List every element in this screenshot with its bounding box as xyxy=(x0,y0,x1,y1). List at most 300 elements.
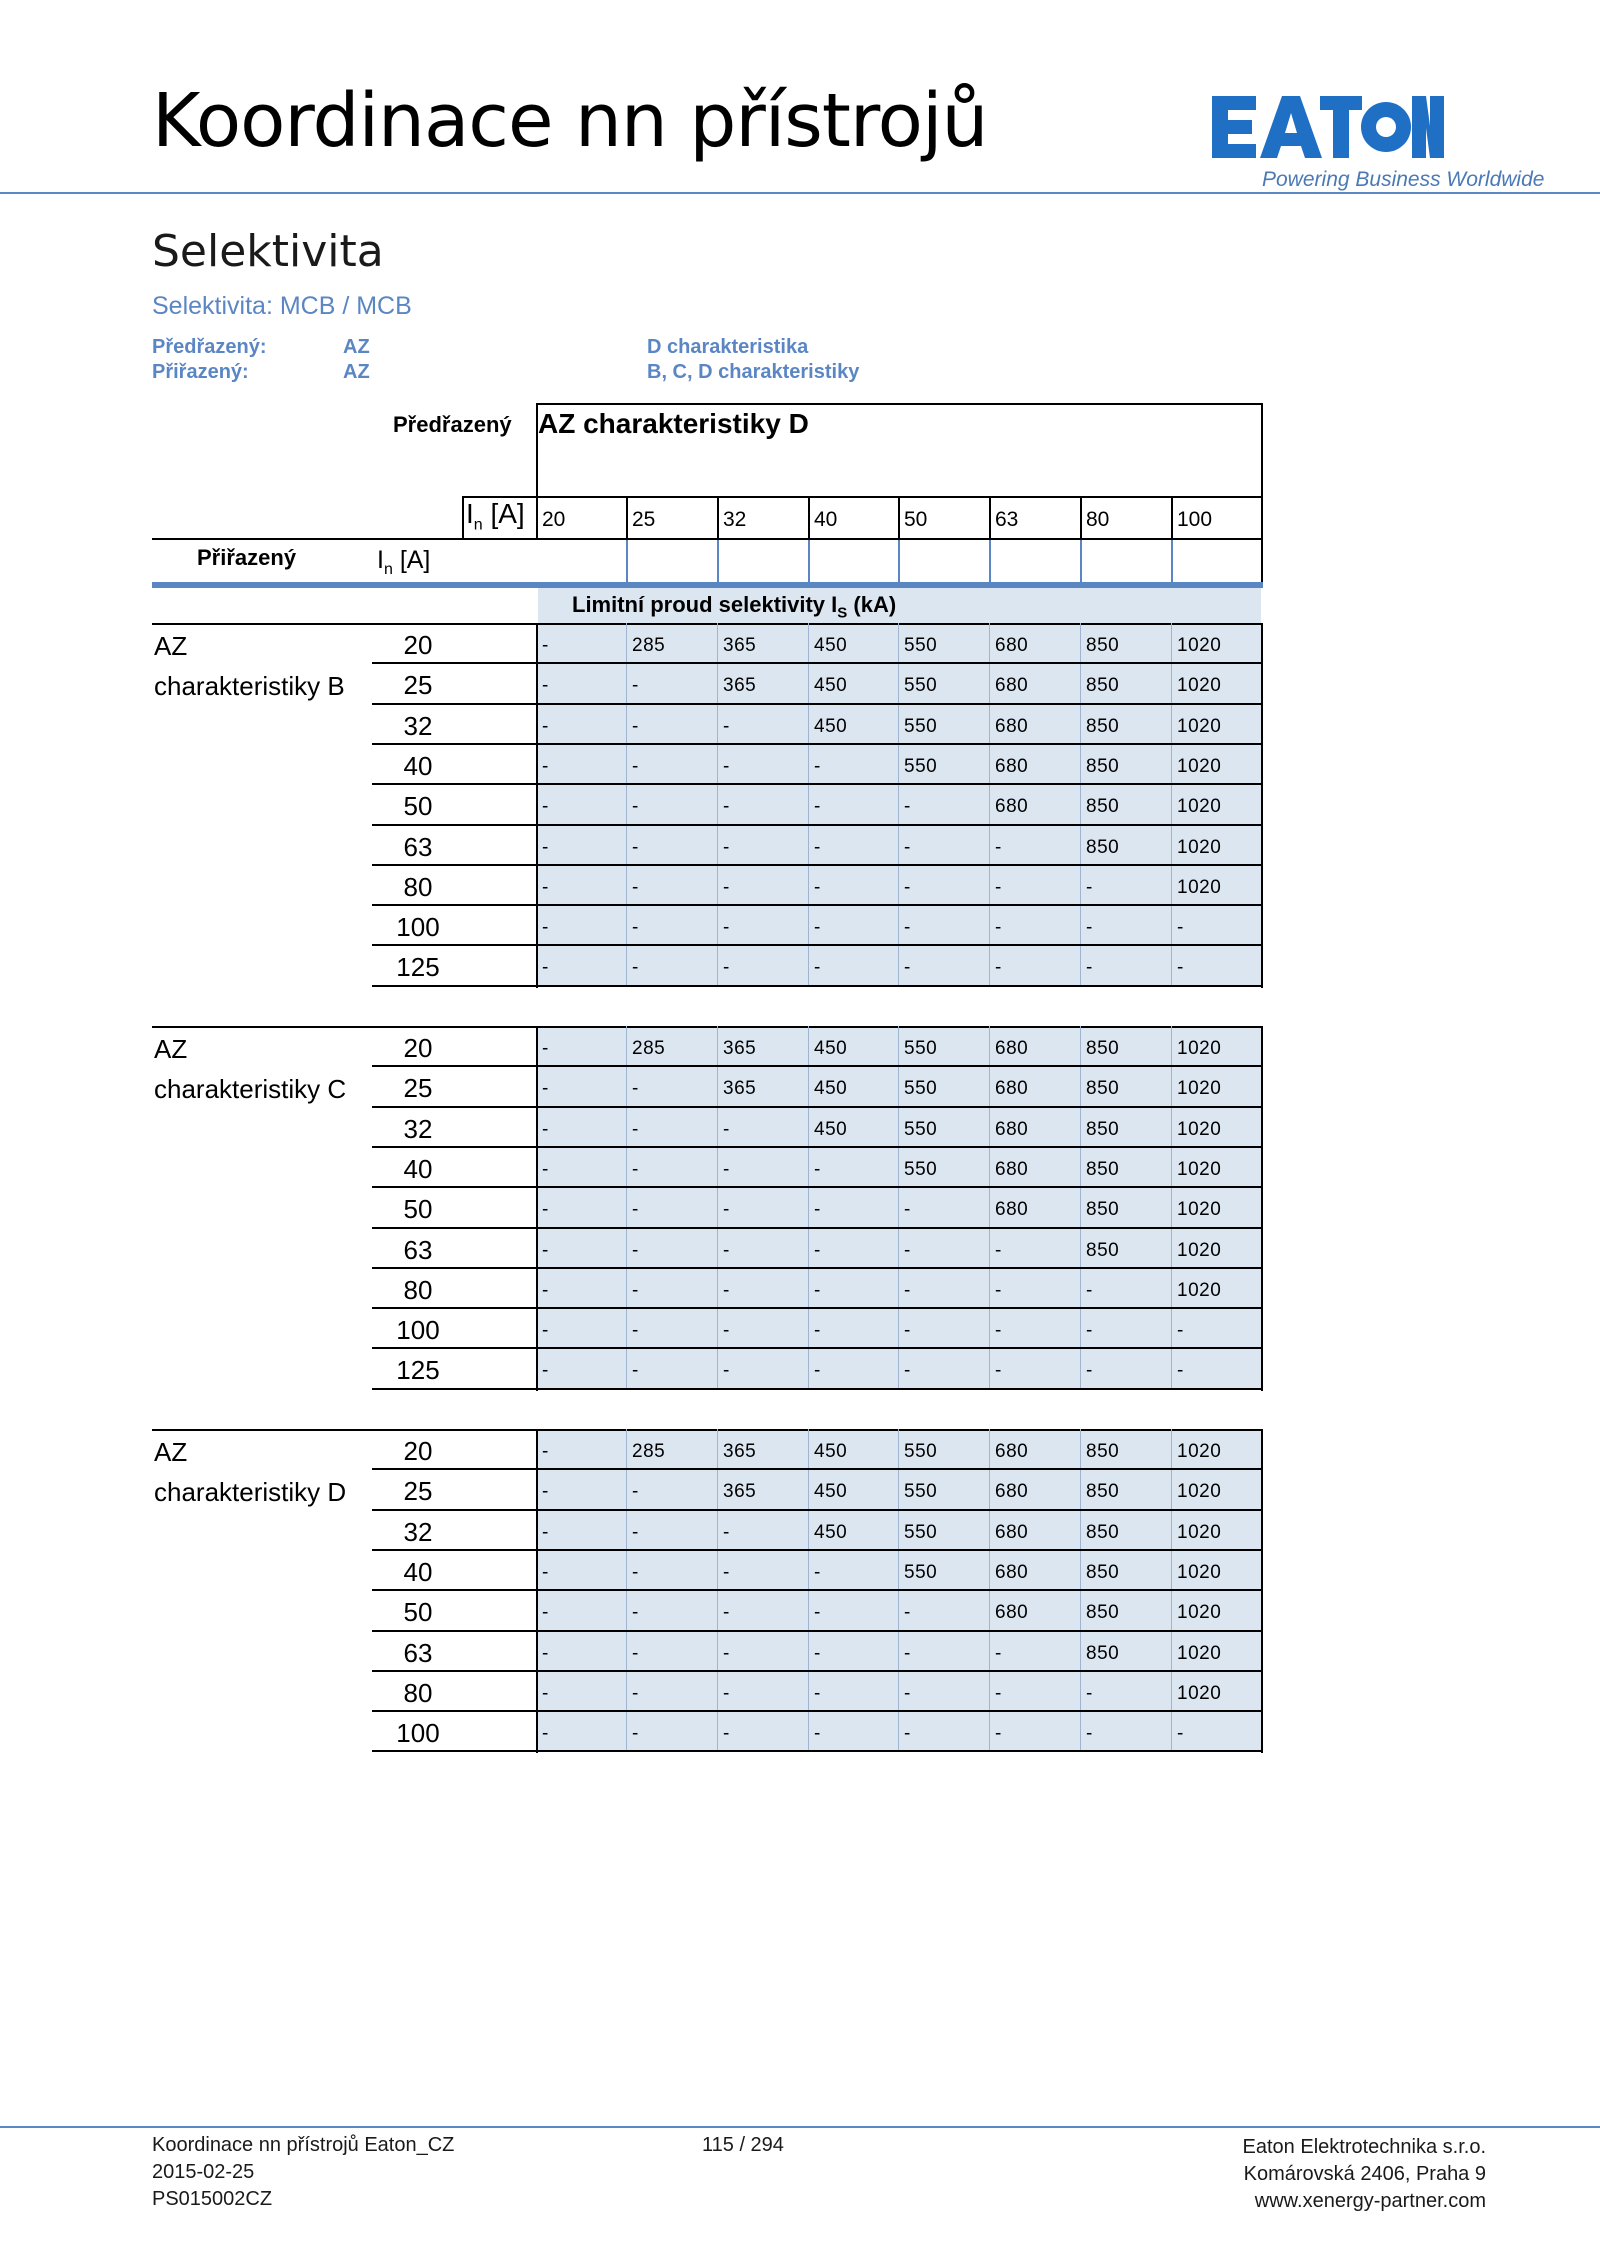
selectivity-value: - xyxy=(814,755,821,777)
selectivity-value: - xyxy=(995,1279,1002,1301)
selectivity-value: 1020 xyxy=(1177,836,1222,858)
column-header: 50 xyxy=(904,508,928,531)
row-rule xyxy=(372,824,1263,826)
selectivity-value: - xyxy=(542,836,549,858)
column-header: 63 xyxy=(995,508,1019,531)
selectivity-value: - xyxy=(723,957,730,979)
selectivity-value: - xyxy=(723,755,730,777)
values-left-border xyxy=(536,623,538,988)
tagline: Powering Business Worldwide xyxy=(1262,168,1545,191)
selectivity-value: - xyxy=(542,1320,549,1342)
selectivity-value: - xyxy=(723,1602,730,1624)
selectivity-value: 450 xyxy=(814,1481,848,1503)
selectivity-value: 680 xyxy=(995,1038,1029,1059)
upstream-box-top xyxy=(536,403,1263,405)
row-rule xyxy=(372,1267,1263,1269)
selectivity-value: - xyxy=(542,876,549,898)
downstream-rating: 125 xyxy=(396,1355,440,1386)
row-rule xyxy=(372,1670,1263,1672)
footer-date: 2015-02-25 xyxy=(152,2161,255,2183)
footer-document: Koordinace nn přístrojů Eaton_CZ xyxy=(152,2134,455,2156)
row-rule xyxy=(372,1106,1263,1108)
selectivity-value: 365 xyxy=(723,1038,757,1059)
selectivity-value: - xyxy=(723,1239,730,1261)
footer-left xyxy=(152,2132,454,2213)
upstream-in-divider xyxy=(462,496,464,538)
selectivity-value: - xyxy=(904,796,911,818)
selectivity-value: - xyxy=(814,1561,821,1583)
footer-address: Komárovská 2406, Praha 9 xyxy=(1243,2163,1486,2185)
column-divider xyxy=(808,540,810,583)
selectivity-value: - xyxy=(632,957,639,979)
selectivity-value: - xyxy=(814,1158,821,1180)
selectivity-value: 680 xyxy=(995,1602,1029,1624)
selectivity-value: 1020 xyxy=(1177,1642,1222,1664)
selectivity-value: 850 xyxy=(1086,1521,1120,1543)
value-column-divider xyxy=(898,623,899,986)
selectivity-value: - xyxy=(814,1199,821,1221)
selectivity-value: - xyxy=(632,917,639,939)
section-title: Selektivita xyxy=(152,226,384,277)
footer-company: Eaton Elektrotechnika s.r.o. xyxy=(1242,2136,1486,2158)
column-divider xyxy=(989,496,991,540)
selectivity-value: - xyxy=(723,836,730,858)
downstream-rating: 40 xyxy=(403,1153,433,1184)
upstream-in-label: $I_n$ [A] xyxy=(466,498,525,534)
column-divider xyxy=(1171,496,1173,540)
selectivity-value: - xyxy=(542,1521,549,1543)
selectivity-value: - xyxy=(632,1239,639,1261)
selectivity-value: 680 xyxy=(995,1481,1029,1503)
downstream-in-label: $I_n$ [A] xyxy=(377,546,431,578)
selectivity-value: - xyxy=(632,675,639,697)
selectivity-value: - xyxy=(723,917,730,939)
selectivity-value: - xyxy=(632,796,639,818)
downstream-rating: 80 xyxy=(403,871,433,902)
selectivity-value: - xyxy=(814,1642,821,1664)
selectivity-value: 1020 xyxy=(1177,675,1222,697)
row-rule xyxy=(372,944,1263,946)
downstream-rating: 100 xyxy=(396,1315,440,1346)
downstream-rating: 40 xyxy=(403,1556,433,1587)
row-rule xyxy=(372,1468,1263,1470)
selectivity-value: - xyxy=(1086,1682,1093,1704)
selectivity-value: 550 xyxy=(904,755,938,777)
column-header: 20 xyxy=(542,508,566,531)
selectivity-value: 450 xyxy=(814,1038,848,1059)
selectivity-value: - xyxy=(1086,876,1093,898)
selectivity-value: 450 xyxy=(814,715,848,737)
downstream-meta-characteristic: B, C, D charakteristiky xyxy=(647,361,860,383)
upstream-meta-device: AZ xyxy=(343,336,370,358)
row-rule xyxy=(372,1589,1263,1591)
row-rule xyxy=(372,1186,1263,1188)
selectivity-value: - xyxy=(814,1279,821,1301)
downstream-rating: 20 xyxy=(403,1436,433,1466)
selectivity-value: - xyxy=(995,1320,1002,1342)
selectivity-value: - xyxy=(1177,917,1184,939)
selectivity-value: - xyxy=(542,1078,549,1100)
downstream-meta-label: Přiřazený: xyxy=(152,361,249,383)
downstream-rating: 100 xyxy=(396,1718,440,1749)
selectivity-value: - xyxy=(723,1521,730,1543)
selectivity-value: 850 xyxy=(1086,1642,1120,1664)
selectivity-value: - xyxy=(632,715,639,737)
selectivity-value: 285 xyxy=(632,635,666,656)
selectivity-value: 450 xyxy=(814,1118,848,1140)
selectivity-value: 1020 xyxy=(1177,1561,1222,1583)
column-header: 40 xyxy=(814,508,838,531)
selectivity-value: 550 xyxy=(904,715,938,737)
selectivity-value: - xyxy=(723,1158,730,1180)
selectivity-value: - xyxy=(904,1642,911,1664)
selectivity-value: - xyxy=(632,1199,639,1221)
column-divider xyxy=(1171,540,1173,583)
selectivity-value: - xyxy=(542,1441,549,1462)
row-rule xyxy=(372,1307,1263,1309)
selectivity-value: - xyxy=(542,1279,549,1301)
selectivity-value: - xyxy=(542,1118,549,1140)
selectivity-value: - xyxy=(632,755,639,777)
selectivity-value: - xyxy=(542,1481,549,1503)
selectivity-value: - xyxy=(995,1239,1002,1261)
column-divider xyxy=(626,540,628,583)
downstream-rating: 40 xyxy=(403,750,433,781)
selectivity-value: 550 xyxy=(904,1481,938,1503)
column-divider xyxy=(989,540,991,583)
selectivity-value: - xyxy=(904,1239,911,1261)
selectivity-value: - xyxy=(632,1521,639,1543)
column-divider xyxy=(1080,496,1082,540)
downstream-rating: 125 xyxy=(396,952,440,983)
selectivity-value: - xyxy=(1086,1320,1093,1342)
column-divider xyxy=(898,540,900,583)
selectivity-value: - xyxy=(542,1682,549,1704)
row-rule xyxy=(372,1347,1263,1349)
document-title: Koordinace nn přístrojů xyxy=(152,78,988,164)
selectivity-value: 450 xyxy=(814,675,848,697)
downstream-rating: 32 xyxy=(403,1516,433,1547)
value-column-divider xyxy=(898,1026,899,1389)
selectivity-value: - xyxy=(814,796,821,818)
selectivity-value: - xyxy=(542,1602,549,1624)
values-background xyxy=(537,1026,1262,1389)
selectivity-value: 550 xyxy=(904,1521,938,1543)
downstream-rating: 20 xyxy=(403,1033,433,1063)
selectivity-value: 450 xyxy=(814,1441,848,1462)
selectivity-value: 680 xyxy=(995,1199,1029,1221)
selectivity-value: 680 xyxy=(995,1521,1029,1543)
selectivity-value: 1020 xyxy=(1177,635,1222,656)
selectivity-value: - xyxy=(632,1158,639,1180)
selectivity-value: 680 xyxy=(995,755,1029,777)
footer-website: www.xenergy-partner.com xyxy=(1254,2190,1486,2212)
selectivity-value: - xyxy=(723,1723,730,1745)
selectivity-value: 285 xyxy=(632,1441,666,1462)
selectivity-value: 680 xyxy=(995,1561,1029,1583)
selectivity-value: - xyxy=(723,796,730,818)
selectivity-value: - xyxy=(632,1561,639,1583)
selectivity-value: 365 xyxy=(723,1481,757,1503)
selectivity-value: - xyxy=(814,1239,821,1261)
selectivity-value: 1020 xyxy=(1177,1038,1222,1059)
downstream-rating: 20 xyxy=(403,630,433,660)
selectivity-value: - xyxy=(814,1723,821,1745)
upstream-meta-label: Předřazený: xyxy=(152,336,267,358)
selectivity-value: 1020 xyxy=(1177,715,1222,737)
selectivity-value: - xyxy=(814,957,821,979)
selectivity-value: 550 xyxy=(904,1158,938,1180)
value-column-divider xyxy=(808,1026,809,1389)
selectivity-value: - xyxy=(814,1682,821,1704)
selectivity-value: 550 xyxy=(904,1561,938,1583)
selectivity-value: - xyxy=(723,1118,730,1140)
selectivity-value: - xyxy=(814,917,821,939)
selectivity-value: 285 xyxy=(632,1038,666,1059)
selectivity-value: 850 xyxy=(1086,1441,1120,1462)
group-name-line: AZ xyxy=(154,1437,188,1467)
downstream-rating: 25 xyxy=(403,670,433,701)
downstream-rating: 80 xyxy=(403,1274,433,1305)
selectivity-value: - xyxy=(542,715,549,737)
selectivity-value: - xyxy=(995,1360,1002,1382)
selectivity-value: - xyxy=(542,957,549,979)
downstream-rating: 63 xyxy=(403,831,433,862)
group-name xyxy=(154,626,345,706)
selectivity-value: 850 xyxy=(1086,715,1120,737)
column-divider xyxy=(808,496,810,540)
selectivity-value: 1020 xyxy=(1177,1239,1222,1261)
selectivity-value: - xyxy=(542,1561,549,1583)
selectivity-value: 365 xyxy=(723,1078,757,1100)
selectivity-value: 850 xyxy=(1086,675,1120,697)
selectivity-value: 680 xyxy=(995,1078,1029,1100)
selectivity-value: - xyxy=(632,836,639,858)
selectivity-value: 850 xyxy=(1086,796,1120,818)
row-rule xyxy=(372,783,1263,785)
selectivity-value: 1020 xyxy=(1177,1521,1222,1543)
selectivity-value: - xyxy=(542,1360,549,1382)
selectivity-value: - xyxy=(632,1642,639,1664)
upstream-label: Předřazený xyxy=(393,412,512,437)
column-header: 25 xyxy=(632,508,656,531)
column-divider xyxy=(717,496,719,540)
footer-right xyxy=(1243,2134,1486,2215)
selectivity-value: 365 xyxy=(723,1441,757,1462)
downstream-rating: 50 xyxy=(403,1194,433,1225)
column-divider xyxy=(717,540,719,583)
row-rule xyxy=(372,904,1263,906)
selectivity-value: 680 xyxy=(995,1118,1029,1140)
selectivity-value: 850 xyxy=(1086,1561,1120,1583)
selectivity-value: 450 xyxy=(814,1078,848,1100)
selectivity-value: 1020 xyxy=(1177,1602,1222,1624)
row-rule xyxy=(372,1227,1263,1229)
row-rule xyxy=(372,864,1263,866)
value-column-divider xyxy=(1080,623,1081,986)
selectivity-value: - xyxy=(995,836,1002,858)
selectivity-value: - xyxy=(542,1199,549,1221)
subsection-title: Selektivita: MCB / MCB xyxy=(152,292,412,320)
row-rule xyxy=(372,1710,1263,1712)
selectivity-value: - xyxy=(814,1602,821,1624)
downstream-rating: 63 xyxy=(403,1637,433,1668)
row-rule xyxy=(372,1750,1263,1752)
selectivity-value: 850 xyxy=(1086,1078,1120,1100)
selectivity-value: 850 xyxy=(1086,755,1120,777)
selectivity-value: - xyxy=(723,1199,730,1221)
selectivity-value: 680 xyxy=(995,715,1029,737)
values-left-border xyxy=(536,1026,538,1391)
selectivity-value: - xyxy=(723,876,730,898)
selectivity-value: - xyxy=(1086,957,1093,979)
downstream-rating: 32 xyxy=(403,710,433,741)
value-column-divider xyxy=(626,1026,627,1389)
selectivity-value: - xyxy=(542,755,549,777)
selectivity-value: - xyxy=(632,1320,639,1342)
selectivity-value: - xyxy=(814,876,821,898)
selectivity-value: - xyxy=(995,957,1002,979)
selectivity-value: - xyxy=(904,1602,911,1624)
value-column-divider xyxy=(717,1026,718,1389)
selectivity-value: - xyxy=(1086,1279,1093,1301)
selectivity-value: 365 xyxy=(723,635,757,656)
selectivity-value: - xyxy=(632,1723,639,1745)
value-column-divider xyxy=(1171,623,1172,986)
selectivity-value: 1020 xyxy=(1177,876,1222,898)
page-number: 115 / 294 xyxy=(702,2134,784,2156)
value-column-divider xyxy=(989,623,990,986)
column-header: 32 xyxy=(723,508,747,531)
selectivity-value: 680 xyxy=(995,796,1029,818)
selectivity-value: - xyxy=(904,1320,911,1342)
column-header: 100 xyxy=(1177,508,1213,531)
selectivity-value: 850 xyxy=(1086,1199,1120,1221)
group-name xyxy=(154,1432,346,1512)
value-column-divider xyxy=(808,623,809,986)
selectivity-value: 680 xyxy=(995,675,1029,697)
selectivity-value: 550 xyxy=(904,675,938,697)
selectivity-value: - xyxy=(995,1642,1002,1664)
selectivity-value: 850 xyxy=(1086,635,1120,656)
selectivity-value: 850 xyxy=(1086,836,1120,858)
footer-rule xyxy=(0,2126,1600,2128)
group-name-line: AZ xyxy=(154,1034,188,1064)
downstream-rating: 32 xyxy=(403,1113,433,1144)
row-rule xyxy=(372,1549,1263,1551)
group-top-rule xyxy=(152,1429,1263,1431)
selectivity-value: - xyxy=(542,1038,549,1059)
selectivity-value: - xyxy=(542,1723,549,1745)
selectivity-value: - xyxy=(904,1723,911,1745)
selectivity-value: 550 xyxy=(904,635,938,656)
selectivity-value: - xyxy=(995,876,1002,898)
selectivity-value: 850 xyxy=(1086,1038,1120,1059)
selectivity-value: - xyxy=(632,1078,639,1100)
selectivity-value: 850 xyxy=(1086,1602,1120,1624)
selectivity-value: 550 xyxy=(904,1118,938,1140)
downstream-rating: 25 xyxy=(403,1073,433,1104)
selectivity-value: - xyxy=(904,876,911,898)
selectivity-value: 1020 xyxy=(1177,1158,1222,1180)
selectivity-value: - xyxy=(1177,1723,1184,1745)
selectivity-value: - xyxy=(632,876,639,898)
values-right-border xyxy=(1261,623,1263,988)
selectivity-value: - xyxy=(542,675,549,697)
selectivity-value: - xyxy=(904,1682,911,1704)
downstream-label: Přiřazený xyxy=(197,545,297,570)
selectivity-value: - xyxy=(995,1682,1002,1704)
selectivity-value: - xyxy=(632,1118,639,1140)
selectivity-value: 1020 xyxy=(1177,755,1222,777)
selectivity-value: 1020 xyxy=(1177,1078,1222,1100)
selectivity-value: - xyxy=(904,1279,911,1301)
downstream-rating: 80 xyxy=(403,1677,433,1708)
column-divider xyxy=(1080,540,1082,583)
value-column-divider xyxy=(717,623,718,986)
values-left-border xyxy=(536,1429,538,1753)
column-divider xyxy=(626,496,628,540)
downstream-rating: 100 xyxy=(396,912,440,943)
selectivity-value: 550 xyxy=(904,1441,938,1462)
selectivity-limit-label: Limitní proud selektivity $I_S$ (kA) xyxy=(572,592,897,622)
selectivity-value: - xyxy=(814,1320,821,1342)
selectivity-value: - xyxy=(632,1602,639,1624)
selectivity-value: - xyxy=(995,917,1002,939)
upstream-device-title: AZ charakteristiky D xyxy=(538,408,809,439)
selectivity-value: - xyxy=(1086,917,1093,939)
selectivity-value: 850 xyxy=(1086,1481,1120,1503)
values-right-border xyxy=(1261,1429,1263,1753)
selectivity-value: 1020 xyxy=(1177,1118,1222,1140)
upstream-box-left xyxy=(536,403,538,540)
row-rule xyxy=(372,662,1263,664)
column-header: 80 xyxy=(1086,508,1110,531)
footer-code: PS015002CZ xyxy=(152,2188,273,2210)
downstream-meta-device: AZ xyxy=(343,361,370,383)
downstream-rating: 25 xyxy=(403,1476,433,1507)
group-name-line: AZ xyxy=(154,631,188,661)
selectivity-value: - xyxy=(542,917,549,939)
downstream-rating: 50 xyxy=(403,791,433,822)
selectivity-value: 550 xyxy=(904,1038,938,1059)
selectivity-value: - xyxy=(542,1239,549,1261)
downstream-header-rule xyxy=(152,538,1263,540)
selectivity-value: - xyxy=(723,1642,730,1664)
group-top-rule xyxy=(152,1026,1263,1028)
downstream-rating: 50 xyxy=(403,1597,433,1628)
selectivity-value: - xyxy=(1177,957,1184,979)
group-name-line: charakteristiky C xyxy=(154,1074,347,1104)
selectivity-value: - xyxy=(542,1642,549,1664)
row-rule xyxy=(372,1388,1263,1390)
selectivity-value: - xyxy=(723,1320,730,1342)
selectivity-value: - xyxy=(542,635,549,656)
upstream-columns-rule xyxy=(462,496,1263,498)
selectivity-value: - xyxy=(632,1360,639,1382)
row-rule xyxy=(372,1509,1263,1511)
column-divider xyxy=(898,496,900,540)
row-rule xyxy=(372,1630,1263,1632)
selectivity-value: - xyxy=(814,836,821,858)
header-rule xyxy=(0,192,1600,194)
selectivity-value: - xyxy=(904,1360,911,1382)
selectivity-value: - xyxy=(904,836,911,858)
selectivity-value: 1020 xyxy=(1177,1481,1222,1503)
selectivity-value: - xyxy=(814,1360,821,1382)
selectivity-value: - xyxy=(995,1723,1002,1745)
selectivity-value: - xyxy=(1177,1320,1184,1342)
